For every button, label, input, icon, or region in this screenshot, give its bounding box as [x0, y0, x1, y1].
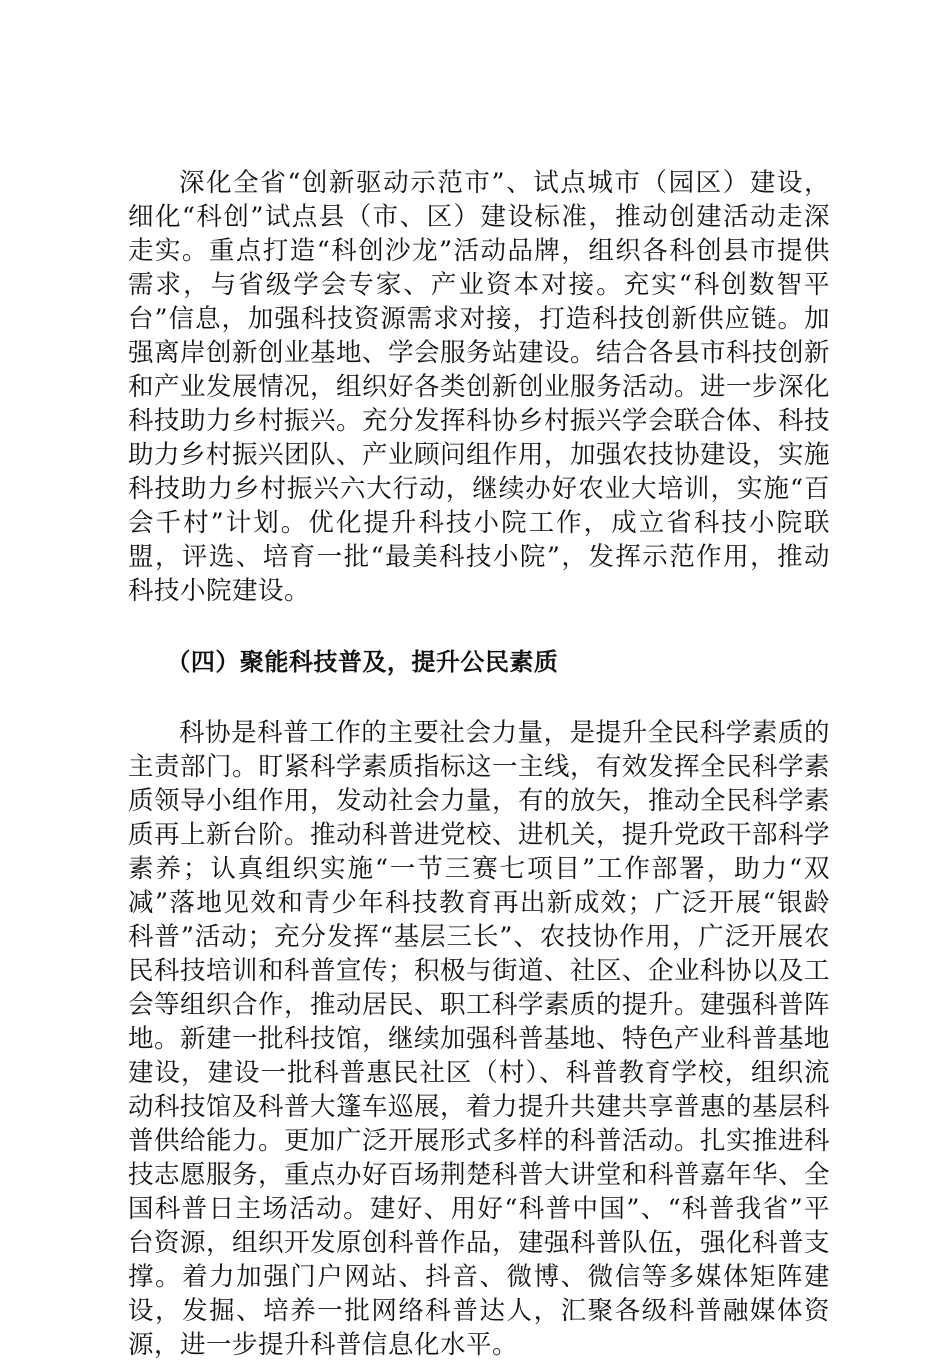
- paragraph-science-popularization: 科协是科普工作的主要社会力量，是提升全民科学素质的主责部门。盯紧科学素质指标这一主线，有效发挥全民科学素质领导小组作用，发动社会力量，有的放矢，推动全民科学素质再上新台阶。推动科普进党校、进机关，提升党政干部科学素养；认真组织实施“一节三赛七项目”工作部署，助力“双减”落地见效和青少年科技教育再出新成效；广泛开展“银龄科普”活动；充分发挥“基层三长”、农技协作用，广泛开展农民科技培训和科普宣传；积极与街道、社区、企业科协以及工会等组织合作，推动居民、职工科学素质的提升。建强科普阵地。新建一批科技馆，继续加强科普基地、特色产业科普基地建设，建设一批科普惠民社区（村）、科普教育学校，组织流动科技馆及科普大篷车巡展，着力提升共建共享普惠的基层科普供给能力。更加广泛开展形式多样的科普活动。扎实推进科技志愿服务，重点办好百场荆楚科普大讲堂和科普嘉年华、全国科普日主场活动。建好、用好“科普中国”、“科普我省”平台资源，组织开发原创科普作品，建强科普队伍，强化科普支撑。着力加强门户网站、抖音、微博、微信等多媒体矩阵建设，发掘、培养一批网络科普达人，汇聚各级科普融媒体资源，进一步提升科普信息化水平。: [128, 718, 831, 1360]
- section-heading: （四）聚能科技普及，提升公民素质: [166, 648, 559, 676]
- paragraph-innovation: 深化全省“创新驱动示范市”、试点城市（园区）建设，细化“科创”试点县（市、区）建设标准，推动创建活动走深走实。重点打造“科创沙龙”活动品牌，组织各科创县市提供需求，与省级学会专家、产业资本对接。充实“科创数智平台”信息，加强科技资源需求对接，打造科技创新供应链。加强离岸创新创业基地、学会服务站建设。结合各县市科技创新和产业发展情况，组织好各类创新创业服务活动。进一步深化科技助力乡村振兴。充分发挥科协乡村振兴学会联合体、科技助力乡村振兴团队、产业顾问组作用，加强农技协建设，实施科技助力乡村振兴六大行动，继续办好农业大培训，实施“百会千村”计划。优化提升科技小院工作，成立省科技小院联盟，评选、培育一批“最美科技小院”，发挥示范作用，推动科技小院建设。: [128, 168, 831, 606]
- document-body: [128, 166, 830, 1362]
